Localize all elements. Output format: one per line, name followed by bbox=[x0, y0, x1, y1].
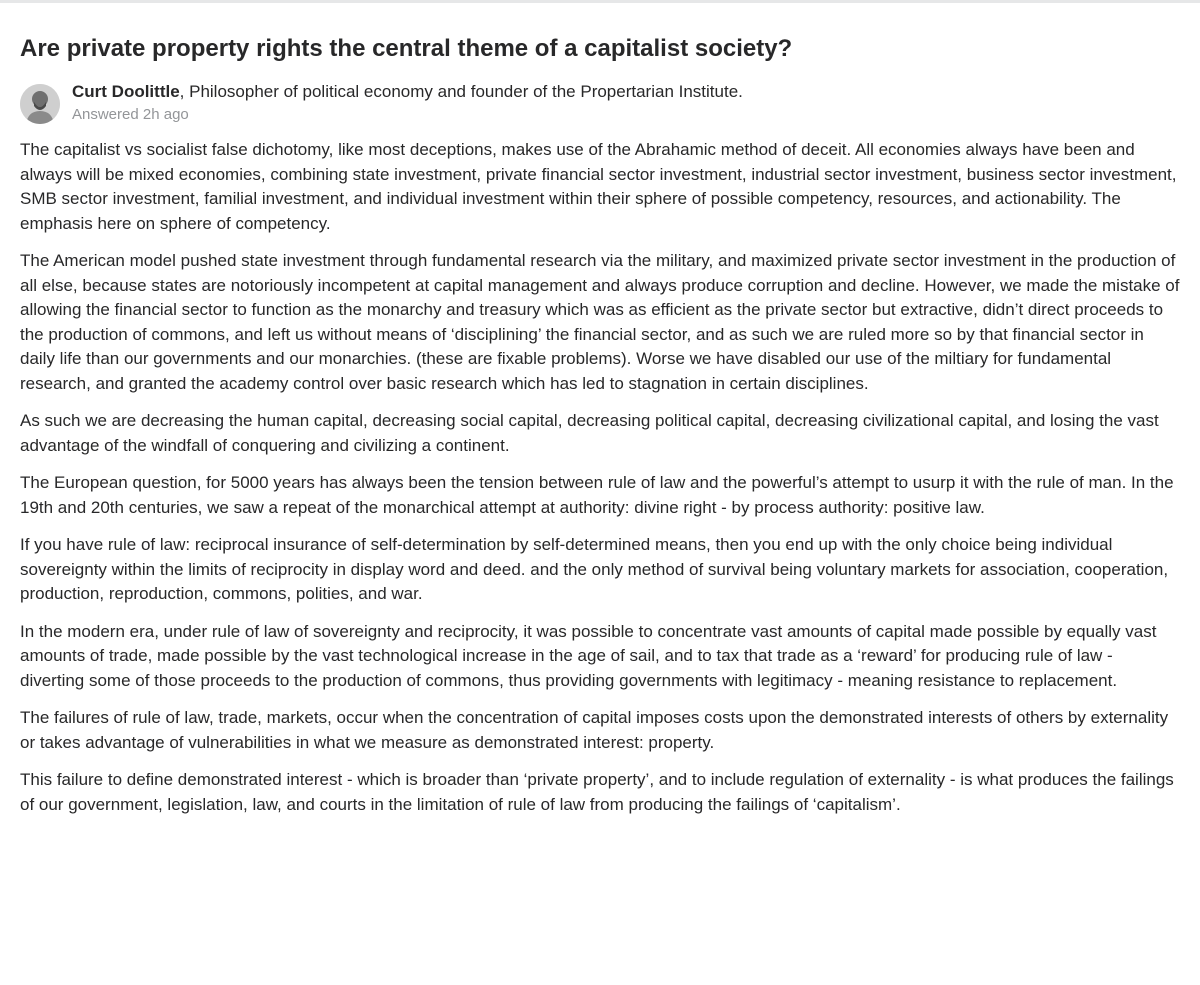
author-credential: , Philosopher of political economy and founder of the Propertarian Institute. bbox=[179, 82, 743, 101]
answer-paragraph: The capitalist vs socialist false dichotomy, like most deceptions, makes use of the Abrahamic method of deceit. All economies always have been and always will be mixed economies, combining state investment, private financial sector investment, industrial sector investment, business sector investment, SMB sector investment, familial investment, and individual investment within their sphere of possible competency, resources, and actionability. The emphasis here on sphere of competency. bbox=[20, 140, 1177, 233]
answer-paragraph: In the modern era, under rule of law of sovereignty and reciprocity, it was possible to concentrate vast amounts of capital made possible by equally vast amounts of trade, made possible by the vast technological increase in the age of sail, and to tax that trade as a ‘reward’ for producing rule of law - diverting some of those proceeds to the production of commons, thus providing governments with legitimacy - meaning resistance to replacement. bbox=[20, 621, 1157, 690]
answer-paragraph: If you have rule of law: reciprocal insurance of self-determination by self-determined means, then you end up with the only choice being individual sovereignty within the limits of reciprocity in display word and deed. and the only method of survival being voluntary markets for association, cooperation, production, reproduction, commons, polities, and war. bbox=[20, 535, 1169, 603]
top-divider bbox=[0, 0, 1200, 3]
answer-body bbox=[20, 138, 1180, 817]
person-avatar-icon[interactable] bbox=[20, 84, 60, 124]
author-credential-line bbox=[72, 80, 743, 104]
author-name[interactable]: Curt Doolittle bbox=[72, 82, 180, 101]
answered-timestamp[interactable]: Answered 2h ago bbox=[72, 106, 189, 123]
answer-paragraph: This failure to define demonstrated interest - which is broader than ‘private property’, and to include regulation of externality - is what produces the failings of our government, legislation, law, and courts in the limitation of rule of law from producing the failings of ‘capitalism’. bbox=[20, 770, 1174, 814]
answer-paragraph: As such we are decreasing the human capital, decreasing social capital, decreasing political capital, decreasing civilizational capital, and losing the vast advantage of the windfall of conquering and civilizing a continent. bbox=[20, 411, 1159, 455]
author-row bbox=[20, 80, 1180, 125]
answer-paragraph: The European question, for 5000 years has always been the tension between rule of law and the powerful’s attempt to usurp it with the rule of man. In the 19th and 20th centuries, we saw a repeat of the monarchical attempt at authority: divine right - by process authority: positive law. bbox=[20, 473, 1174, 517]
author-info bbox=[72, 80, 743, 125]
question-title[interactable]: Are private property rights the central theme of a capitalist society? bbox=[20, 35, 793, 62]
answer-paragraph: The failures of rule of law, trade, markets, occur when the concentration of capital imposes costs upon the demonstrated interests of others by externality or takes advantage of vulnerabilities in what we measure as demonstrated interest: property. bbox=[20, 708, 1169, 752]
answer-paragraph: The American model pushed state investment through fundamental research via the military, and maximized private sector investment in the production of all else, because states are notoriously incompetent at capital management and always produce corruption and decline. However, we made the mistake of allowing the financial sector to function as the monarchy and treasury which was as efficient as the private sector but extractive, didn’t direct proceeds to the production of commons, and left us without means of ‘disciplining’ the financial sector, and as such we are ruled more so by that financial sector in daily life than our governments and our monarchies. (these are fixable problems). Worse we have disabled our use of the miltiary for fundamental research, and granted the academy control over basic research which has led to stagnation in certain disciplines. bbox=[20, 251, 1180, 393]
